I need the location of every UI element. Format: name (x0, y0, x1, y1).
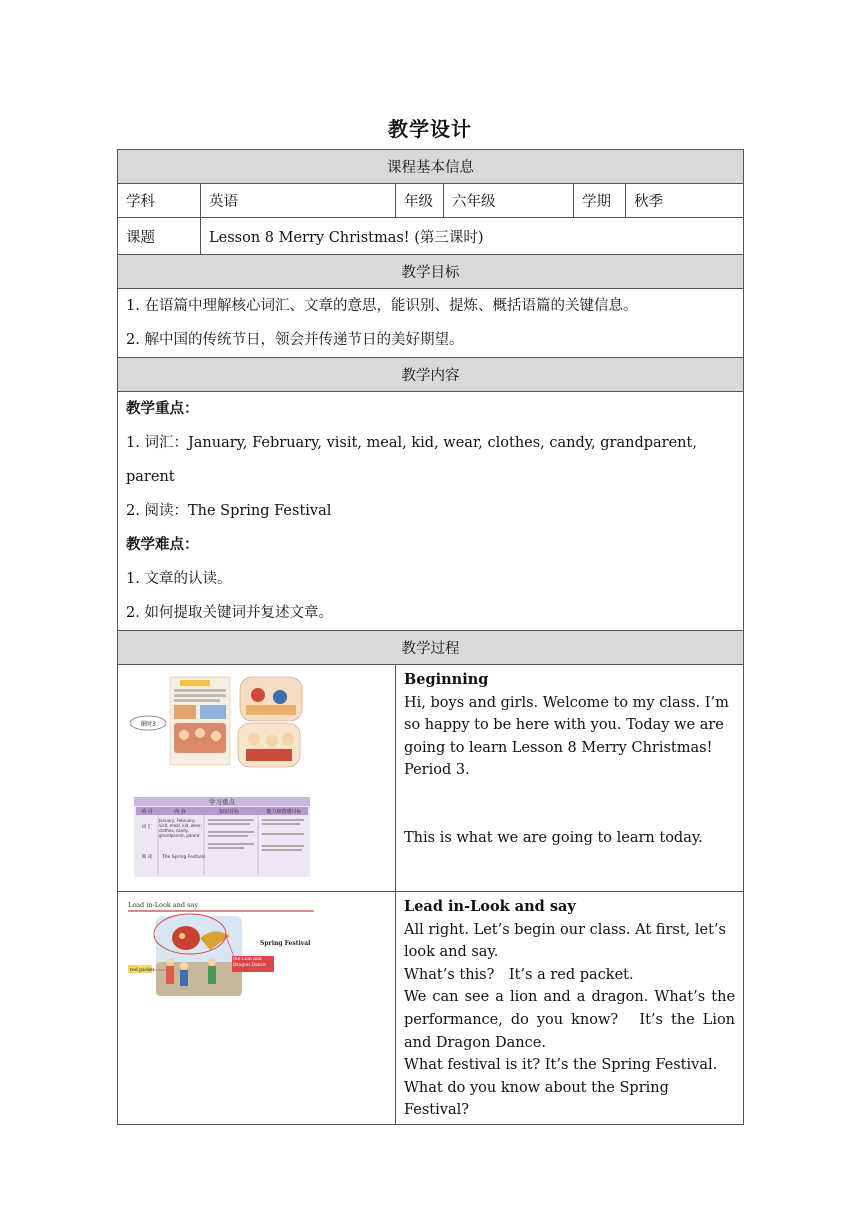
step-title-leadin: Lead in-Look and say (404, 898, 576, 915)
difficult-points-title: 教学难点： (126, 536, 199, 553)
topic-label: 课题 (118, 218, 201, 255)
leadin-text-cell (396, 892, 744, 1125)
period-label: 课时3 (140, 721, 156, 728)
leadin-line: What festival is it? It’s the Spring Festival. (404, 1057, 718, 1074)
slide-vocab-text: January, February, visit, meal, kid, wear, clothes, candy, grandparent, parent (159, 818, 202, 838)
slide-table-header: 能力和情感目标 (266, 809, 302, 815)
slide-red-packet-label: red packet (130, 968, 155, 973)
leadin-line: What’s this? It’s a red packet. (404, 966, 634, 983)
beginning-slides-image (118, 665, 324, 891)
beginning-line-2: This is what we are going to learn today. (404, 829, 703, 846)
step-title-beginning: Beginning (404, 671, 489, 688)
term-value: 秋季 (626, 184, 744, 218)
slide-table-header: 内 容 (174, 809, 186, 815)
slide-row-label: 阅 读 (141, 855, 153, 860)
document-title: 教学设计 (388, 117, 472, 141)
leadin-slide-image (118, 892, 324, 1050)
slide-reading-text: The Spring Festival (162, 855, 205, 860)
leadin-line: We can see a lion and a dragon. What’s the performance, do you know? It’s the Lion and Dragon Dance. (404, 989, 736, 1051)
grade-value: 六年级 (444, 184, 574, 218)
lesson-plan-table (117, 149, 744, 1125)
grade-label: 年级 (396, 184, 444, 218)
section-header-objectives: 教学目标 (118, 255, 744, 289)
subject-value: 英语 (201, 184, 396, 218)
leadin-line: All right. Let’s begin our class. At first, let’s look and say. (404, 921, 726, 961)
beginning-slides-cell (118, 665, 396, 892)
slide-table-title: 学习重点 (209, 798, 235, 806)
section-header-process: 教学过程 (118, 631, 744, 665)
slide-title: Lead in-Look and say (128, 901, 199, 909)
section-header-content: 教学内容 (118, 358, 744, 392)
content-list (118, 392, 744, 631)
objective-item: 2. 解中国的传统节日，领会并传递节日的美好期望。 (126, 332, 464, 348)
beginning-paragraph: Hi, boys and girls. Welcome to my class. I’m so happy to be here with you. Today we are going to learn Lesson 8 Merry Christmas! Period 3. (404, 694, 729, 779)
key-point-item: 2. 阅读：The Spring Festival (126, 503, 332, 519)
objective-item: 1. 在语篇中理解核心词汇、文章的意思，能识别、提炼、概括语篇的关键信息。 (126, 298, 638, 314)
objectives-list (118, 289, 744, 358)
key-point-item: 1. 词汇：January, February, visit, meal, kid, wear, clothes, candy, grandparent, parent (126, 435, 697, 485)
slide-table-header: 知识目标 (218, 809, 240, 815)
difficult-point-item: 1. 文章的认读。 (126, 571, 232, 587)
slide-festival-label: Spring Festival (260, 940, 311, 947)
leadin-line: What do you know about the Spring Festival? (404, 1079, 669, 1119)
difficult-point-item: 2. 如何提取关键词并复述文章。 (126, 605, 333, 621)
slide-dance-label: the Lion and Dragon Dance (233, 957, 266, 968)
key-points-title: 教学重点： (126, 400, 199, 417)
topic-value: Lesson 8 Merry Christmas! (第三课时) (201, 218, 744, 255)
slide-row-label: 词 汇 (141, 825, 153, 830)
subject-label: 学科 (118, 184, 201, 218)
leadin-slide-cell (118, 892, 396, 1125)
section-header-basic-info: 课程基本信息 (118, 150, 744, 184)
slide-table-header: 项 目 (141, 809, 153, 815)
beginning-text-cell (396, 665, 744, 892)
term-label: 学期 (574, 184, 626, 218)
